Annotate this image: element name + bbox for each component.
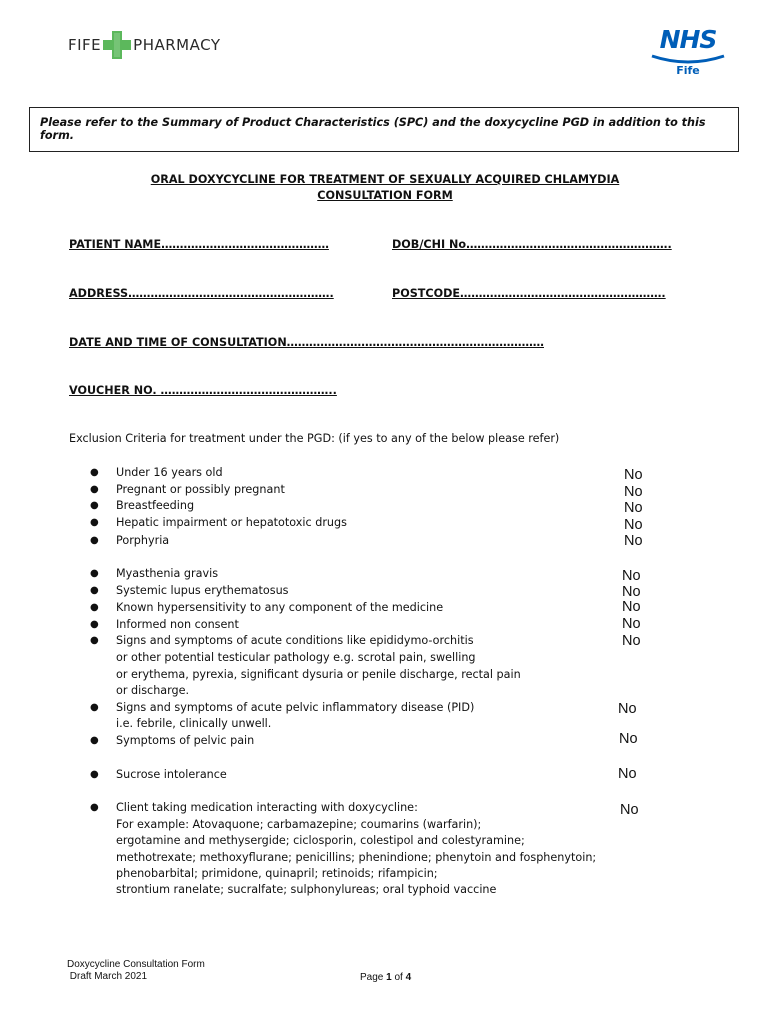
bullet: ● (90, 635, 99, 646)
bullet: ● (90, 702, 99, 713)
voucher-field[interactable]: VOUCHER NO. ……………………………………….. (69, 384, 337, 397)
answer-lupus[interactable]: No (622, 584, 641, 600)
spc-notice-box: Please refer to the Summary of Product Characteristics (SPC) and the doxycycline PGD in addition to this form. (29, 107, 739, 152)
logo-word-pharmacy: PHARMACY (133, 36, 221, 54)
pharmacy-cross-icon (102, 30, 132, 60)
criterion-acute-conditions-line1: Signs and symptoms of acute conditions like epididymo-orchitis (116, 634, 474, 647)
answer-informed-consent[interactable]: No (622, 616, 641, 632)
footer-doc-name: Doxycycline Consultation Form (67, 959, 205, 970)
answer-breastfeeding[interactable]: No (624, 500, 643, 516)
page-total: 4 (405, 972, 412, 983)
criterion-pid-line1: Signs and symptoms of acute pelvic inflammatory disease (PID) (116, 701, 475, 714)
answer-under-16[interactable]: No (624, 467, 643, 483)
bullet: ● (90, 585, 99, 596)
criterion-medication-line6: strontium ranelate; sucralfate; sulphonylureas; oral typhoid vaccine (116, 883, 497, 896)
criterion-breastfeeding: Breastfeeding (116, 499, 195, 512)
dob-chi-field[interactable]: DOB/CHI No………………………………………………. (392, 238, 672, 251)
bullet: ● (90, 619, 99, 630)
answer-acute-conditions[interactable]: No (622, 633, 641, 649)
answer-hypersensitivity[interactable]: No (622, 599, 641, 615)
answer-pregnant[interactable]: No (624, 484, 643, 500)
answer-myasthenia[interactable]: No (622, 568, 641, 584)
postcode-field[interactable]: POSTCODE………………………………………………. (392, 287, 666, 300)
page-current: 1 (386, 972, 392, 983)
nhs-swoosh-icon (650, 54, 726, 64)
nhs-wordmark: NHS (659, 25, 717, 54)
footer-page-number (360, 972, 411, 984)
criterion-acute-conditions-line4: or discharge. (116, 684, 190, 697)
bullet: ● (90, 517, 99, 528)
nhs-region: Fife (676, 64, 700, 77)
criterion-medication-line3: ergotamine and methysergide; ciclosporin, colestipol and colestyramine; (116, 834, 525, 847)
answer-pelvic-pain[interactable]: No (619, 731, 638, 747)
criterion-medication-line2: For example: Atovaquone; carbamazepine; coumarins (warfarin); (116, 818, 482, 831)
form-title-line2: CONSULTATION FORM (317, 189, 453, 202)
bullet: ● (90, 535, 99, 546)
nhs-fife-logo (646, 26, 730, 77)
criterion-informed-consent: Informed non consent (116, 618, 239, 631)
criterion-pid-line2: i.e. febrile, clinically unwell. (116, 717, 272, 730)
page-label: Page (360, 972, 387, 983)
criterion-hypersensitivity: Known hypersensitivity to any component of the medicine (116, 601, 444, 614)
criterion-medication-line5: phenobarbital; primidone, quinapril; retinoids; rifampicin; (116, 867, 438, 880)
criterion-hepatic: Hepatic impairment or hepatotoxic drugs (116, 516, 347, 529)
criterion-medication-line4: methotrexate; methoxyflurane; penicillins; phenindione; phenytoin and fosphenytoin; (116, 851, 597, 864)
footer-draft-date: Draft March 2021 (67, 971, 148, 982)
page-of: of (391, 972, 406, 983)
bullet: ● (90, 467, 99, 478)
form-title-line1: ORAL DOXYCYCLINE FOR TREATMENT OF SEXUALLY ACQUIRED CHLAMYDIA (150, 173, 620, 186)
criterion-myasthenia: Myasthenia gravis (116, 567, 219, 580)
criterion-acute-conditions-line2: or other potential testicular pathology e.g. scrotal pain, swelling (116, 651, 476, 664)
answer-hepatic[interactable]: No (624, 517, 643, 533)
criterion-sucrose: Sucrose intolerance (116, 768, 227, 781)
bullet: ● (90, 769, 99, 780)
answer-pid[interactable]: No (618, 701, 637, 717)
fife-pharmacy-logo (68, 30, 221, 60)
logo-word-fife: FIFE (68, 36, 102, 54)
bullet: ● (90, 500, 99, 511)
address-field[interactable]: ADDRESS………………………………………………. (69, 287, 334, 300)
bullet: ● (90, 802, 99, 813)
answer-porphyria[interactable]: No (624, 533, 643, 549)
date-time-field[interactable]: DATE AND TIME OF CONSULTATION…………………………………………………………… (69, 336, 544, 349)
bullet: ● (90, 602, 99, 613)
criterion-pregnant: Pregnant or possibly pregnant (116, 483, 285, 496)
criterion-under-16: Under 16 years old (116, 466, 223, 479)
criterion-acute-conditions-line3: or erythema, pyrexia, significant dysuria or penile discharge, rectal pain (116, 668, 521, 681)
criterion-lupus: Systemic lupus erythematosus (116, 584, 289, 597)
bullet: ● (90, 568, 99, 579)
exclusion-heading: Exclusion Criteria for treatment under the PGD: (if yes to any of the below please refer) (69, 432, 560, 445)
criterion-medication-line1: Client taking medication interacting with doxycycline: (116, 801, 418, 814)
bullet: ● (90, 735, 99, 746)
criterion-porphyria: Porphyria (116, 534, 170, 547)
patient-name-field[interactable]: PATIENT NAME……………………………………… (69, 238, 329, 251)
criterion-pelvic-pain: Symptoms of pelvic pain (116, 734, 255, 747)
bullet: ● (90, 484, 99, 495)
answer-medication[interactable]: No (620, 802, 639, 818)
answer-sucrose[interactable]: No (618, 766, 637, 782)
